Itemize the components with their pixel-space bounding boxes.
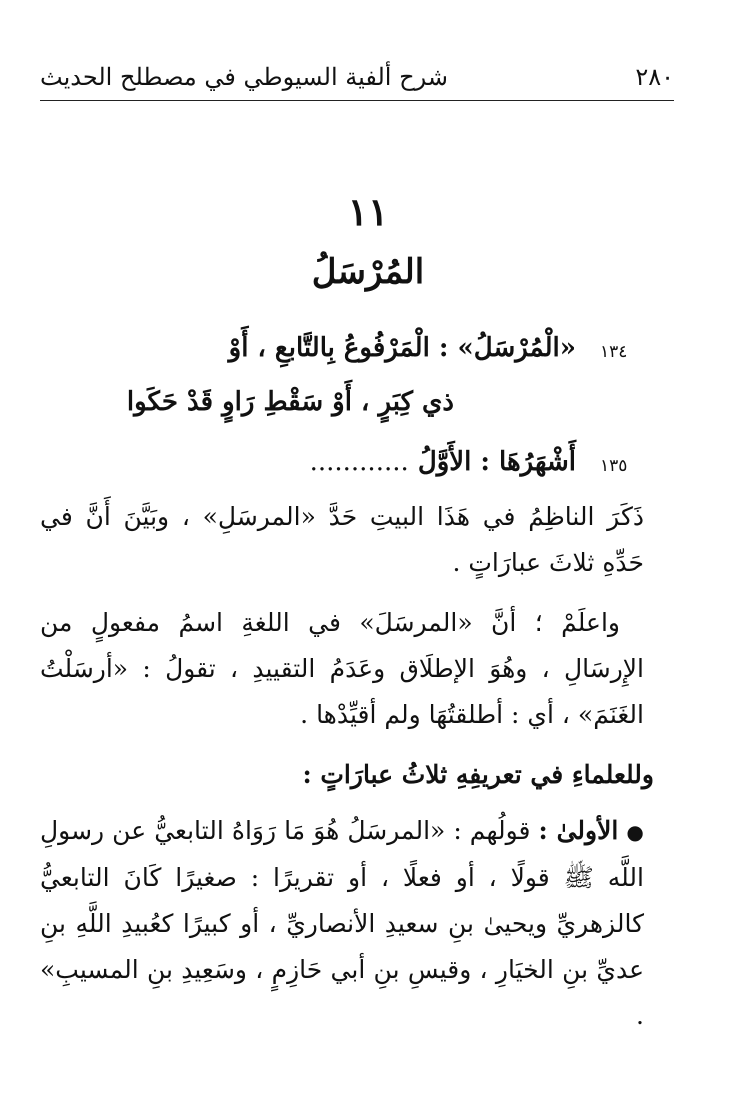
verse-135-line-1 bbox=[310, 442, 576, 482]
chapter-number: ١١ bbox=[347, 189, 389, 234]
verse-135-dots: ............ bbox=[309, 447, 409, 477]
verse-number-135: ١٣٥ bbox=[600, 456, 628, 476]
paragraph-3 bbox=[40, 808, 644, 1039]
paragraph-1: ذَكَرَ الناظِمُ في هَذَا البيتِ حَدَّ «المرسَلِ» ، وبَيَّنَ أَنَّ في حَدِّهِ ثلاثَ عبارَاتٍ . bbox=[40, 502, 644, 577]
paragraph-2: واعلَمْ ؛ أنَّ «المرسَلَ» في اللغةِ اسمُ مفعولٍ من الإِرسَالِ ، وهُوَ الإطلَاق وعَدَمُ التقييدِ ، تقولُ : «أرسَلْتُ الغَنَمَ» ، أي : أطلقتُهَا ولم أقيِّدْها . bbox=[40, 608, 644, 729]
verse-135-text: أَشْهَرُهَا : الأَوَّلُ bbox=[417, 447, 576, 477]
bullet-icon: ● bbox=[626, 820, 644, 844]
chapter-title: المُرْسَلُ bbox=[311, 252, 425, 292]
definitions-subheading: وللعلماءِ في تعريفِهِ ثلاثُ عبارَاتٍ : bbox=[302, 760, 654, 789]
running-title: شرح ألفية السيوطي في مصطلح الحديث bbox=[40, 63, 448, 91]
verse-134-line-1: «الْمُرْسَلُ» : الْمَرْفُوعُ بِالتَّابعِ ، أَوْ bbox=[228, 333, 576, 363]
verse-134-line-2: ذي كِبَرٍ ، أَوْ سَقْطِ رَاوٍ قَدْ حَكَوا bbox=[126, 387, 454, 417]
page-number: ٢٨٠ bbox=[635, 63, 674, 91]
first-definition-text: قولُهم : «المرسَلُ هُوَ مَا رَوَاهُ التابعيُّ عن رسولِ اللَّه ﷺ قولًا ، أو فعلًا ، أو تقريرًا : صغيرًا كَانَ التابعيُّ كالزهريِّ ويحيىٰ بنِ سعيدِ الأنصاريِّ ، أو كبيرًا كعُبيدِ اللَّهِ بنِ عديِّ بنِ الخيَارِ ، وقيسِ بنِ أبي حَازِمٍ ، وسَعِيدِ بنِ المسيبِ» . bbox=[40, 816, 644, 1030]
page-header bbox=[40, 60, 674, 101]
first-definition-lead: الأولىٰ : bbox=[538, 816, 619, 845]
verse-number-134: ١٣٤ bbox=[600, 342, 628, 362]
